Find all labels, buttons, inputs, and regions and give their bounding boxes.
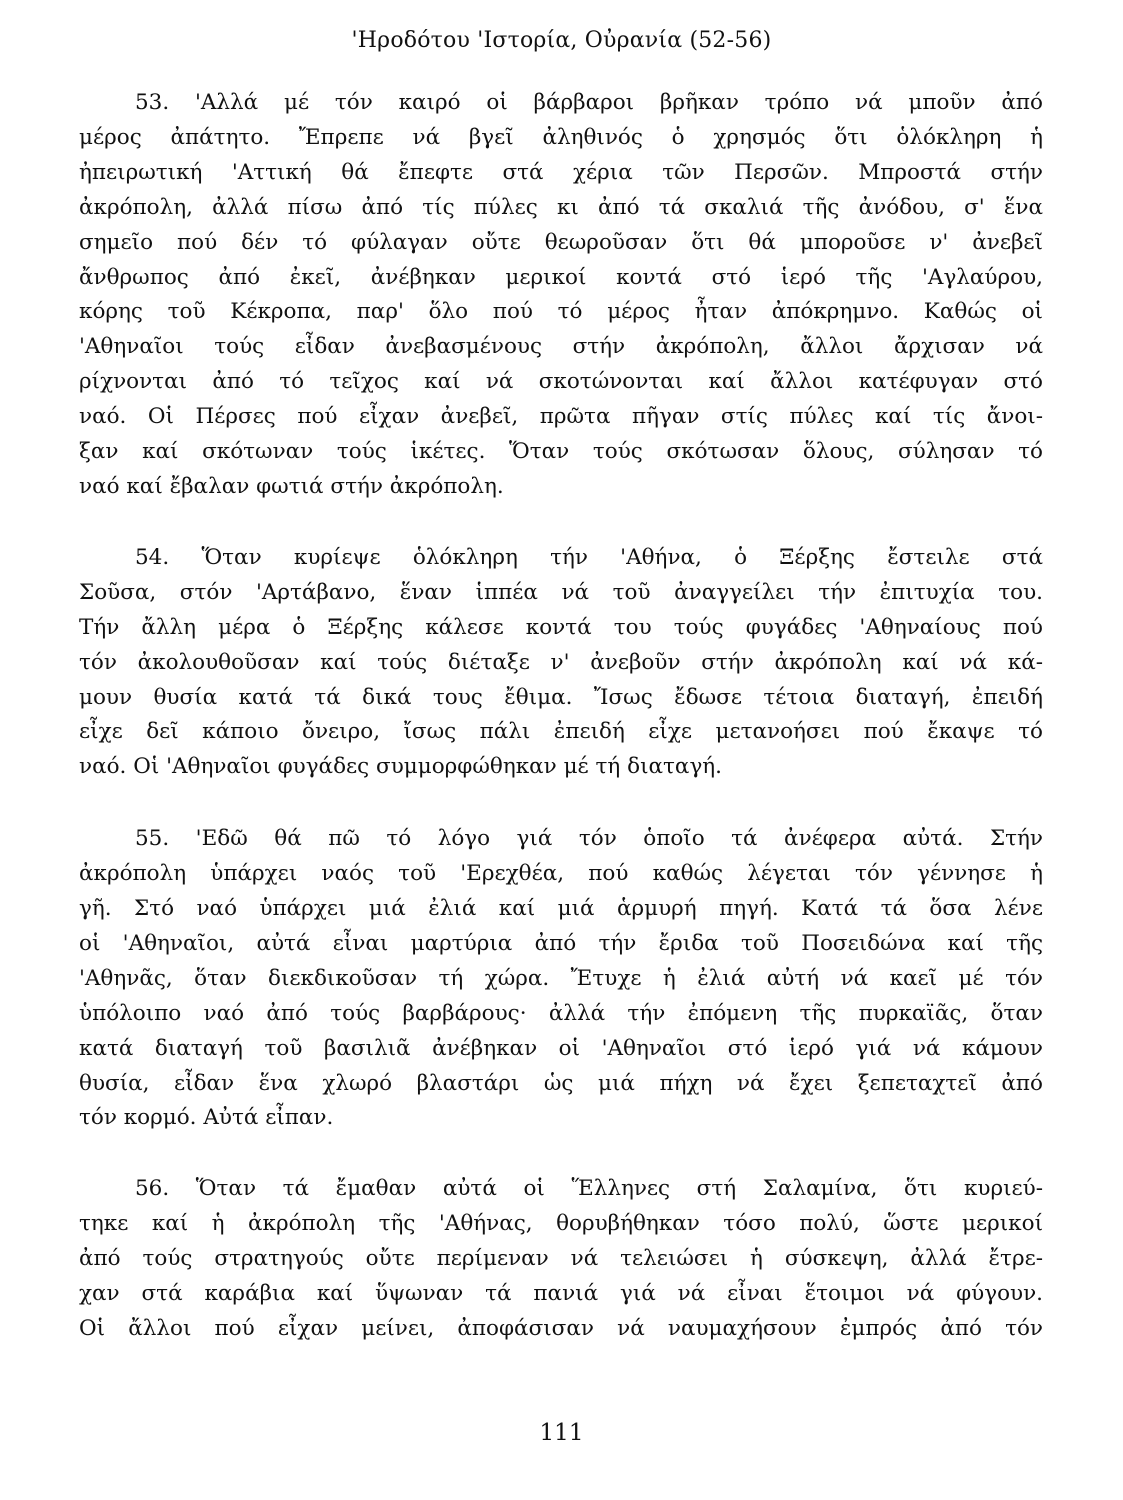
text-line: ἀκρόπολη ὑπάρχει ναός τοῦ 'Ερεχθέα, πού καθώς λέγεται τόν γέννησε ἡ [79, 861, 1043, 887]
page-number: 111 [539, 1420, 584, 1446]
text-line: 53. 'Αλλά μέ τόν καιρό οἱ βάρβαροι βρῆκαν τρόπο νά μποῦν ἀπό [135, 90, 1043, 115]
text-line: 56. Ὅταν τά ἔμαθαν αὐτά οἱ Ἕλληνες στή Σαλαμίνα, ὅτι κυριεύ- [135, 1176, 1043, 1202]
paragraph-53 [79, 86, 1043, 505]
text-line: 'Αθηνᾶς, ὅταν διεκδικοῦσαν τή χώρα. Ἔτυχε ἡ ἐλιά αὐτή νά καεῖ μέ τόν [79, 965, 1043, 991]
text-line: θυσία, εἶδαν ἕνα χλωρό βλαστάρι ὡς μιά πήχη νά ἔχει ξεπεταχτεῖ ἀπό [79, 1070, 1043, 1096]
paragraph-gap [79, 1136, 1043, 1172]
paragraph-54 [79, 541, 1043, 785]
paragraph-gap [79, 785, 1043, 822]
text-line: ἠπειρωτική 'Αττική θά ἔπεφτε στά χέρια τῶν Περσῶν. Μπροστά στήν [79, 159, 1043, 185]
text-line: χαν στά καράβια καί ὕψωναν τά πανιά γιά νά εἶναι ἕτοιμοι νά φύγουν. [79, 1281, 1043, 1307]
text-line: ὑπόλοιπο ναό ἀπό τούς βαρβάρους· ἀλλά τήν ἐπόμενη τῆς πυρκαϊᾶς, ὅταν [79, 1000, 1043, 1026]
text-line: κόρης τοῦ Κέκροπα, παρ' ὅλο πού τό μέρος ἦταν ἀπόκρημνο. Καθώς οἱ [79, 299, 1043, 325]
paragraph-56 [79, 1172, 1043, 1347]
text-line: εἶχε δεῖ κάποιο ὄνειρο, ἴσως πάλι ἐπειδή εἶχε μετανοήσει πού ἔκαψε τό [79, 719, 1043, 745]
paragraph-gap [79, 505, 1043, 541]
text-line: 'Αθηναῖοι τούς εἶδαν ἀνεβασμένους στήν ἀκρόπολη, ἄλλοι ἄρχισαν νά [79, 334, 1043, 360]
body-text [79, 86, 1043, 1347]
text-line: ρίχνονται ἀπό τό τεῖχος καί νά σκοτώνονται καί ἄλλοι κατέφυγαν στό [79, 369, 1043, 395]
text-line: ἀκρόπολη, ἀλλά πίσω ἀπό τίς πύλες κι ἀπό τά σκαλιά τῆς ἀνόδου, σ' ἕνα [79, 194, 1043, 220]
text-line: 55. 'Εδῶ θά πῶ τό λόγο γιά τόν ὁποῖο τά ἀνέφερα αὐτά. Στήν [135, 826, 1043, 852]
text-line: τόν ἀκολουθοῦσαν καί τούς διέταξε ν' ἀνεβοῦν στήν ἀκρόπολη καί νά κά- [79, 649, 1043, 675]
text-line: Τήν ἄλλη μέρα ὁ Ξέρξης κάλεσε κοντά του τούς φυγάδες 'Αθηναίους πού [79, 614, 1043, 640]
text-line: κατά διαταγή τοῦ βασιλιᾶ ἀνέβηκαν οἱ 'Αθηναῖοι στό ἱερό γιά νά κάμουν [79, 1035, 1043, 1061]
text-line: ναό καί ἔβαλαν φωτιά στήν ἀκρόπολη. [79, 473, 504, 499]
text-line: μέρος ἀπάτητο. Ἔπρεπε νά βγεῖ ἀληθινός ὁ χρησμός ὅτι ὁλόκληρη ἡ [79, 124, 1043, 150]
text-line: ἀπό τούς στρατηγούς οὔτε περίμεναν νά τελειώσει ἡ σύσκεψη, ἀλλά ἔτρε- [79, 1246, 1043, 1272]
text-line: ναό. Οἱ 'Αθηναῖοι φυγάδες συμμορφώθηκαν μέ τή διαταγή. [79, 754, 723, 780]
running-header-title: 'Ηροδότου 'Ιστορία, Οὐρανία (52-56) [351, 28, 772, 53]
text-line: μουν θυσία κατά τά δικά τους ἔθιμα. Ἴσως ἔδωσε τέτοια διαταγή, ἐπειδή [79, 684, 1043, 710]
text-line: Σοῦσα, στόν 'Αρτάβανο, ἕναν ἱππέα νά τοῦ ἀναγγείλει τήν ἐπιτυχία του. [79, 579, 1043, 605]
text-line: ξαν καί σκότωναν τούς ἱκέτες. Ὅταν τούς σκότωσαν ὅλους, σύλησαν τό [79, 439, 1043, 465]
text-line: Οἱ ἄλλοι πού εἶχαν μείνει, ἀποφάσισαν νά ναυμαχήσουν ἐμπρός ἀπό τόν [79, 1316, 1043, 1341]
text-line: οἱ 'Αθηναῖοι, αὐτά εἶναι μαρτύρια ἀπό τήν ἔριδα τοῦ Ποσειδώνα καί τῆς [79, 930, 1043, 956]
text-line: ναό. Οἱ Πέρσες πού εἶχαν ἀνεβεῖ, πρῶτα πῆγαν στίς πύλες καί τίς ἄνοι- [79, 404, 1043, 430]
text-line: ἄνθρωπος ἀπό ἐκεῖ, ἀνέβηκαν μερικοί κοντά στό ἱερό τῆς 'Αγλαύρου, [79, 264, 1043, 290]
text-line: τόν κορμό. Αὐτά εἶπαν. [79, 1105, 334, 1131]
paragraph-55 [79, 822, 1043, 1136]
text-line: 54. Ὅταν κυρίεψε ὁλόκληρη τήν 'Αθήνα, ὁ Ξέρξης ἔστειλε στά [135, 544, 1043, 570]
text-line: τηκε καί ἡ ἀκρόπολη τῆς 'Αθήνας, θορυβήθηκαν τόσο πολύ, ὥστε μερικοί [79, 1211, 1043, 1237]
text-line: σημεῖο πού δέν τό φύλαγαν οὔτε θεωροῦσαν ὅτι θά μποροῦσε ν' ἀνεβεῖ [79, 229, 1043, 255]
text-line: γῆ. Στό ναό ὑπάρχει μιά ἐλιά καί μιά ἁρμυρή πηγή. Κατά τά ὅσα λένε [79, 896, 1043, 922]
